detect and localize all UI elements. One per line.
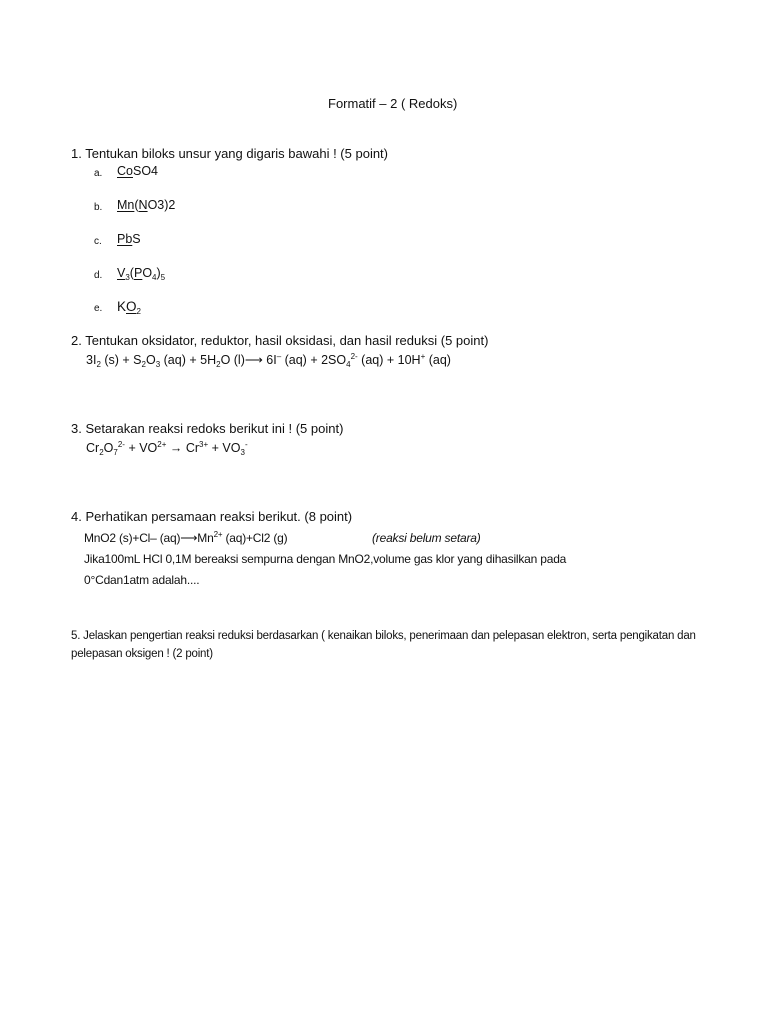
question-5-line-2: pelepasan oksigen ! (2 point) xyxy=(71,648,213,660)
question-2-prompt: 2. Tentukan oksidator, reduktor, hasil oksidasi, dan hasil reduksi (5 point) xyxy=(71,333,489,348)
underlined-element: P xyxy=(133,266,143,280)
q1-item-a-label: a. xyxy=(94,168,103,179)
q1-item-e-formula: $KO_2$ xyxy=(117,299,141,316)
question-4-text-line-2: 0°Cdan1atm adalah.... xyxy=(84,573,200,587)
question-4-equation: MnO2 (s)+Cl– $(aq)⟶Mn^{2+}$ (aq)+Cl2 (g) xyxy=(84,530,288,545)
q1-item-e-label: e. xyxy=(94,303,103,314)
question-4-prompt: 4. Perhatikan persamaan reaksi berikut. (8 point) xyxy=(71,509,353,524)
underlined-element: Co xyxy=(117,164,133,178)
underlined-element: N xyxy=(138,198,148,212)
question-3-equation: $Cr_2O_7^{2-} + VO^{2+} \to Cr^{3+} + VO_3^-$ xyxy=(86,440,248,457)
q1-item-b-formula: Mn(NO3)2 xyxy=(117,198,176,212)
q1-item-c-label: c. xyxy=(94,236,102,247)
question-4-text-line-1: Jika100mL HCl 0,1M bereaksi sempurna dengan MnO2,volume gas klor yang dihasilkan pada xyxy=(84,552,567,566)
q1-item-b-label: b. xyxy=(94,202,103,213)
question-2-equation: $3I_2$ $(s) + S_2O_3$ $(aq) + 5H_2O$ (l)⟶ 6I– $(aq) + 2SO_4^{2-}$ (aq) + 10H+ (aq) xyxy=(86,352,451,369)
underlined-element: V xyxy=(117,266,126,280)
underlined-element: Mn xyxy=(117,198,135,212)
q1-item-d-formula: $V_3(PO_4)_5$ xyxy=(117,266,166,282)
page-title: Formatif – 2 ( Redoks) xyxy=(328,96,458,111)
question-5-line-1: 5. Jelaskan pengertian reaksi reduksi berdasarkan ( kenaikan biloks, penerimaan dan pelepasan elektron, serta pengikatan dan xyxy=(71,630,696,642)
question-1-prompt: 1. Tentukan biloks unsur yang digaris bawahi ! (5 point) xyxy=(71,146,389,161)
q1-item-d-label: d. xyxy=(94,270,103,281)
question-4-note: (reaksi belum setara) xyxy=(372,531,481,545)
question-3-prompt: 3. Setarakan reaksi redoks berikut ini ! (5 point) xyxy=(71,421,344,436)
q1-item-c-formula: PbS xyxy=(117,232,141,246)
q1-item-a-formula: CoSO4 xyxy=(117,164,158,178)
underlined-element: O xyxy=(126,299,137,314)
underlined-element: Pb xyxy=(117,232,133,246)
